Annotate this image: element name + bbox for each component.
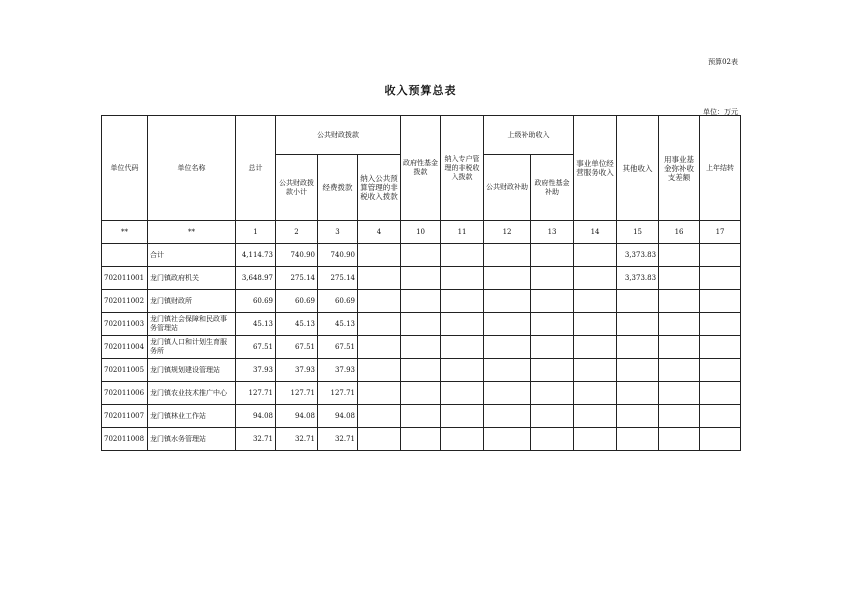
cell-name: 龙门镇社会保障和民政事务管理站 [148,313,236,336]
cell-code: 702011005 [102,359,148,382]
cell-nontax [358,290,401,313]
cell-carryover [700,244,741,267]
cell-nontax [358,405,401,428]
table-row [102,382,741,405]
cell-special [441,428,484,451]
cell-operating: 60.69 [318,290,358,313]
cell-total: 60.69 [236,290,276,313]
index-cell: ** [148,221,236,244]
form-number: 预算02表 [708,58,738,66]
header-operating: 经费拨款 [318,155,358,221]
cell-total: 45.13 [236,313,276,336]
cell-upper-govfund [531,313,574,336]
cell-upper-govfund [531,382,574,405]
cell-operating: 127.71 [318,382,358,405]
header-public-subtotal: 公共财政拨款小计 [276,155,318,221]
cell-subtotal: 275.14 [276,267,318,290]
cell-business [574,382,617,405]
index-cell: 2 [276,221,318,244]
index-cell: 4 [358,221,401,244]
cell-upper-public [484,290,531,313]
index-cell: 15 [617,221,659,244]
cell-name: 龙门镇财政所 [148,290,236,313]
cell-name: 龙门镇农业技术推广中心 [148,382,236,405]
index-cell: 13 [531,221,574,244]
index-cell: 11 [441,221,484,244]
cell-upper-public [484,359,531,382]
cell-nontax [358,313,401,336]
cell-total: 37.93 [236,359,276,382]
cell-other: 3,373.83 [617,267,659,290]
cell-code: 702011001 [102,267,148,290]
cell-business [574,267,617,290]
cell-nontax [358,244,401,267]
cell-fund-gap [659,290,700,313]
cell-name: 合计 [148,244,236,267]
cell-upper-public [484,267,531,290]
cell-other [617,359,659,382]
cell-carryover [700,405,741,428]
index-cell: 17 [700,221,741,244]
cell-upper-public [484,382,531,405]
cell-operating: 740.90 [318,244,358,267]
cell-fund-gap [659,244,700,267]
cell-govfund [401,313,441,336]
cell-total: 127.71 [236,382,276,405]
cell-upper-govfund [531,359,574,382]
table-row [102,359,741,382]
cell-govfund [401,428,441,451]
cell-nontax [358,336,401,359]
cell-govfund [401,336,441,359]
cell-special [441,267,484,290]
cell-govfund [401,267,441,290]
cell-subtotal: 45.13 [276,313,318,336]
cell-operating: 37.93 [318,359,358,382]
cell-other [617,290,659,313]
cell-total: 4,114.73 [236,244,276,267]
cell-carryover [700,359,741,382]
index-cell: 10 [401,221,441,244]
cell-code: 702011006 [102,382,148,405]
cell-upper-public [484,405,531,428]
cell-subtotal: 32.71 [276,428,318,451]
table-header [102,116,741,244]
table-row [102,244,741,267]
cell-other: 3,373.83 [617,244,659,267]
cell-upper-public [484,244,531,267]
cell-operating: 32.71 [318,428,358,451]
cell-govfund [401,244,441,267]
cell-other [617,405,659,428]
cell-other [617,428,659,451]
cell-upper-govfund [531,428,574,451]
index-cell: 16 [659,221,700,244]
cell-name: 龙门镇政府机关 [148,267,236,290]
cell-special [441,336,484,359]
cell-carryover [700,382,741,405]
cell-fund-gap [659,336,700,359]
cell-operating: 45.13 [318,313,358,336]
cell-code: 702011008 [102,428,148,451]
header-other: 其他收入 [617,116,659,221]
cell-name: 龙门镇人口和计划生育服务所 [148,336,236,359]
cell-subtotal: 127.71 [276,382,318,405]
cell-subtotal: 60.69 [276,290,318,313]
cell-upper-govfund [531,405,574,428]
cell-carryover [700,313,741,336]
cell-special [441,313,484,336]
cell-other [617,313,659,336]
cell-upper-public [484,336,531,359]
cell-special [441,359,484,382]
cell-total: 67.51 [236,336,276,359]
cell-code [102,244,148,267]
cell-total: 94.08 [236,405,276,428]
cell-special [441,290,484,313]
index-cell: 3 [318,221,358,244]
header-public-group: 公共财政拨款 [276,116,401,155]
index-cell: 1 [236,221,276,244]
cell-total: 32.71 [236,428,276,451]
cell-total: 3,648.97 [236,267,276,290]
cell-name: 龙门镇林业工作站 [148,405,236,428]
header-upper-group: 上级补助收入 [484,116,574,155]
index-row [102,221,741,244]
header-name: 单位名称 [148,116,236,221]
cell-upper-govfund [531,267,574,290]
cell-fund-gap [659,267,700,290]
cell-special [441,382,484,405]
table-body [102,244,741,451]
header-total: 总计 [236,116,276,221]
cell-subtotal: 67.51 [276,336,318,359]
cell-business [574,244,617,267]
table-row [102,336,741,359]
cell-nontax [358,359,401,382]
cell-subtotal: 94.08 [276,405,318,428]
header-business: 事业单位经营服务收入 [574,116,617,221]
cell-name: 龙门镇水务管理站 [148,428,236,451]
cell-carryover [700,428,741,451]
cell-business [574,405,617,428]
cell-fund-gap [659,405,700,428]
unit-label: 单位：万元 [703,108,738,116]
index-cell: 12 [484,221,531,244]
cell-govfund [401,359,441,382]
table-row [102,428,741,451]
cell-govfund [401,405,441,428]
cell-govfund [401,290,441,313]
cell-name: 龙门镇规划建设管理站 [148,359,236,382]
cell-fund-gap [659,382,700,405]
table-row [102,290,741,313]
cell-business [574,290,617,313]
cell-subtotal: 37.93 [276,359,318,382]
cell-other [617,382,659,405]
header-nontax: 纳入公共预算管理的非税收入拨款 [358,155,401,221]
page-title: 收入预算总表 [384,84,457,97]
index-cell: ** [102,221,148,244]
header-carryover: 上年结转 [700,116,741,221]
cell-fund-gap [659,313,700,336]
cell-special [441,405,484,428]
cell-nontax [358,428,401,451]
index-cell: 14 [574,221,617,244]
header-code: 单位代码 [102,116,148,221]
cell-upper-govfund [531,290,574,313]
cell-special [441,244,484,267]
table-row [102,405,741,428]
cell-code: 702011007 [102,405,148,428]
cell-upper-public [484,428,531,451]
cell-nontax [358,267,401,290]
cell-operating: 67.51 [318,336,358,359]
header-govfund: 政府性基金拨款 [401,116,441,221]
cell-nontax [358,382,401,405]
cell-code: 702011004 [102,336,148,359]
header-fund-gap: 用事业基金弥补收支差额 [659,116,700,221]
header-upper-public: 公共财政补助 [484,155,531,221]
cell-business [574,313,617,336]
cell-subtotal: 740.90 [276,244,318,267]
budget-table [101,115,741,451]
table-row [102,267,741,290]
cell-operating: 275.14 [318,267,358,290]
cell-business [574,428,617,451]
header-upper-govfund: 政府性基金补助 [531,155,574,221]
cell-carryover [700,336,741,359]
cell-code: 702011002 [102,290,148,313]
cell-fund-gap [659,359,700,382]
table-row [102,313,741,336]
cell-upper-public [484,313,531,336]
cell-operating: 94.08 [318,405,358,428]
cell-business [574,359,617,382]
cell-code: 702011003 [102,313,148,336]
cell-business [574,336,617,359]
cell-govfund [401,382,441,405]
cell-carryover [700,267,741,290]
cell-upper-govfund [531,336,574,359]
cell-other [617,336,659,359]
cell-carryover [700,290,741,313]
cell-fund-gap [659,428,700,451]
cell-upper-govfund [531,244,574,267]
header-special: 纳入专户管理的非税收入拨款 [441,116,484,221]
